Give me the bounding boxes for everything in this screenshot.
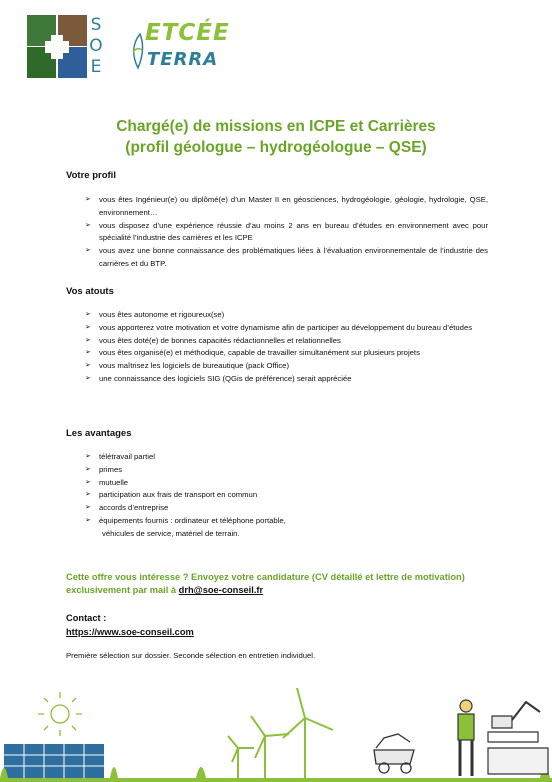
- etcee-wordmark: ETCÉE: [145, 20, 230, 46]
- arrow-bullet-icon: ➢: [85, 362, 91, 370]
- arrow-bullet-icon: ➢: [85, 336, 91, 344]
- soe-letter-s: S: [90, 15, 102, 35]
- soe-logo-tiles: [27, 15, 87, 78]
- excavator-icon: [488, 702, 548, 774]
- arrow-bullet-icon: ➢: [85, 516, 91, 524]
- arrow-bullet-icon: ➢: [85, 349, 91, 357]
- contact-label: Contact :: [66, 613, 107, 623]
- etcee-terra-logo: [130, 18, 230, 78]
- worker-icon: [458, 700, 474, 776]
- list-item: [66, 502, 488, 515]
- ground-line: [0, 778, 552, 782]
- atouts-list: [66, 309, 488, 386]
- arrow-bullet-icon: ➢: [85, 478, 91, 486]
- arrow-bullet-icon: ➢: [85, 247, 91, 255]
- arrow-bullet-icon: ➢: [85, 491, 91, 499]
- list-item: [66, 489, 488, 502]
- dump-truck-icon: [374, 734, 414, 773]
- list-item: [66, 322, 488, 335]
- list-item: [66, 451, 488, 464]
- avantages-list: [66, 451, 488, 541]
- section-title-profil: Votre profil: [66, 170, 116, 181]
- list-item: [66, 220, 488, 246]
- cta-text: Cette offre vous intéresse ? Envoyez votre candidature (CV détaillé et lettre de motivation) exclusivement par mail à: [66, 572, 465, 595]
- list-item: [66, 373, 488, 386]
- profil-list: [66, 194, 488, 271]
- list-item-text: primes: [99, 464, 123, 474]
- list-item-text: accords d’entreprise: [99, 503, 169, 513]
- footer-illustration: [0, 684, 552, 782]
- soe-letter-e: E: [90, 57, 102, 77]
- arrow-bullet-icon: ➢: [85, 196, 91, 203]
- list-item: [66, 335, 488, 348]
- list-item: [66, 347, 488, 360]
- terra-wordmark: TERRA: [147, 49, 219, 70]
- soe-logo-letters: [89, 15, 103, 78]
- soe-logo: [27, 15, 103, 78]
- section-title-avantages: Les avantages: [66, 428, 132, 439]
- title-line-2: (profil géologue – hydrogéologue – QSE): [125, 139, 427, 156]
- wind-turbine-icon: [228, 688, 333, 778]
- arrow-bullet-icon: ➢: [85, 374, 91, 382]
- sun-icon: [38, 692, 82, 736]
- list-item: [66, 477, 488, 490]
- list-item-text: vous avez une bonne connaissance des problématiques liées à l’évaluation environnementale de l’industrie des carrières et du BTP.: [99, 246, 488, 268]
- arrow-bullet-icon: ➢: [85, 504, 91, 512]
- application-call-to-action: [66, 571, 496, 597]
- list-item-text: vous maîtrisez les logiciels de bureautique (pack Office): [99, 361, 289, 371]
- list-item-continuation: véhicules de service, matériel de terrain.: [102, 528, 240, 538]
- title-line-1: Chargé(e) de missions en ICPE et Carrières: [116, 118, 436, 135]
- list-item-text: participation aux frais de transport en commun: [99, 490, 258, 500]
- solar-panel-icon: [4, 744, 104, 778]
- leaf-icon: [130, 30, 146, 70]
- list-item: [66, 309, 488, 322]
- selection-note: Première sélection sur dossier. Seconde sélection en entretien individuel.: [66, 651, 316, 660]
- page-title: [0, 116, 552, 158]
- list-item: [66, 464, 488, 477]
- list-item: [66, 194, 488, 220]
- arrow-bullet-icon: ➢: [85, 453, 91, 460]
- arrow-bullet-icon: ➢: [85, 221, 91, 229]
- list-item: [66, 360, 488, 373]
- list-item-text: vous disposez d’une expérience réussie d’au moins 2 ans en bureau d’études en environnement avec pour spécialité l’industrie des carrières et les ICPE: [99, 220, 488, 243]
- list-item-text: vous apporterez votre motivation et votre dynamisme afin de participer au développement du bureau d’études: [99, 322, 473, 332]
- email-link[interactable]: drh@soe-conseil.fr: [178, 585, 264, 595]
- list-item-text: vous êtes autonome et rigoureux(se): [99, 310, 225, 319]
- list-item: [66, 245, 488, 271]
- list-item-text: vous êtes Ingénieur(e) ou diplômé(e) d’un Master II en géosciences, hydrogéologie, géologie, hydrologie, QSE, environnement…: [99, 195, 488, 217]
- arrow-bullet-icon: ➢: [85, 311, 91, 318]
- arrow-bullet-icon: ➢: [85, 323, 91, 331]
- website-link[interactable]: https://www.soe-conseil.com: [66, 627, 194, 637]
- soe-letter-o: O: [89, 36, 103, 56]
- list-item: [66, 515, 488, 528]
- section-title-atouts: Vos atouts: [66, 286, 114, 297]
- list-item-text: équipements fournis : ordinateur et téléphone portable,: [99, 515, 286, 525]
- list-item-text: mutuelle: [99, 477, 129, 487]
- contact-block: [66, 611, 194, 639]
- arrow-bullet-icon: ➢: [85, 465, 91, 473]
- list-item-text: une connaissance des logiciels SIG (QGis de préférence) serait appréciée: [99, 373, 352, 383]
- list-item-text: vous êtes doté(e) de bonnes capacités rédactionnelles et relationnelles: [99, 335, 341, 345]
- list-item-text: vous êtes organisé(e) et méthodique, capable de travailler simultanément sur plusieurs projets: [99, 348, 420, 358]
- list-item-text: télétravail partiel: [99, 452, 155, 461]
- soe-logo-cross-icon: [27, 15, 87, 78]
